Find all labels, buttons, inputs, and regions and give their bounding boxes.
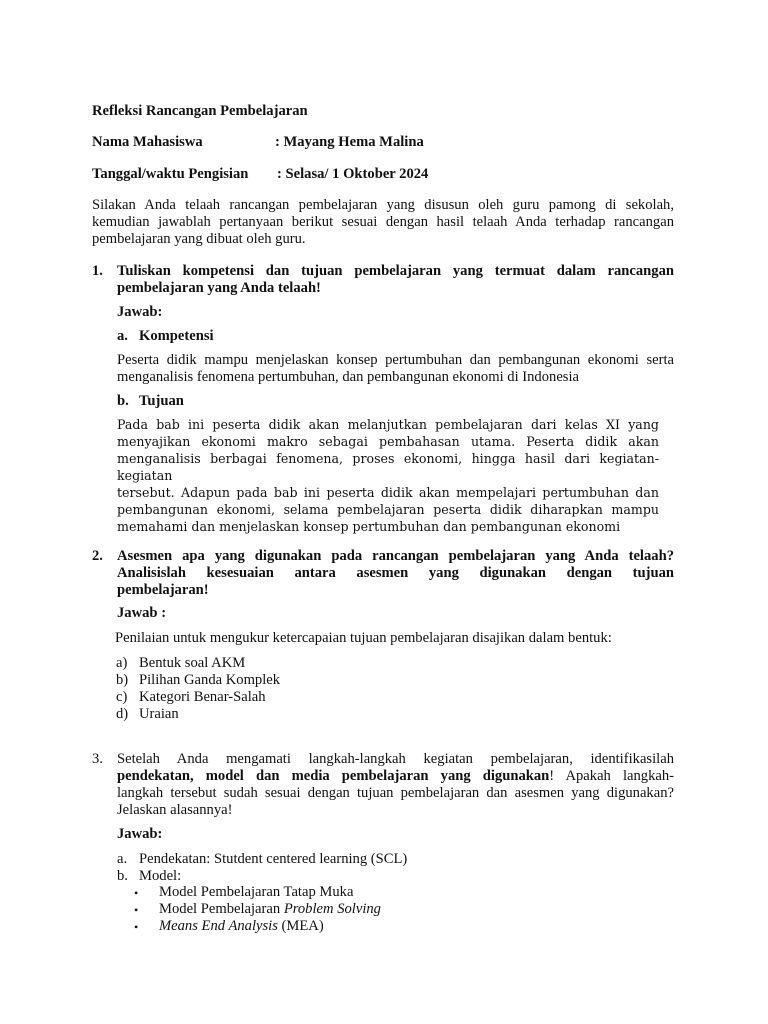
q2-item-text: Bentuk soal AKM	[139, 655, 246, 671]
q1-b-line: menyajikan ekonomi makro sebagai pembahasan utama. Peserta didik akan	[117, 434, 659, 449]
intro-paragraph	[92, 197, 674, 248]
intro-line: Silakan Anda telaah rancangan pembelajaran yang disusun oleh guru pamong di sekolah,	[92, 197, 674, 213]
q3-b-text: Model:	[139, 868, 182, 884]
q1-a-line: Peserta didik mampu menjelaskan konsep pertumbuhan dan pembangunan ekonomi serta	[117, 352, 674, 368]
date-value: : Selasa/ 1 Oktober 2024	[277, 166, 429, 182]
q1-b-title: Tujuan	[139, 393, 184, 409]
q3-bullet2-plain: Model Pembelajaran	[159, 901, 284, 917]
q3-bullet3-plain: (MEA)	[277, 918, 324, 934]
q1-b-line: memahami dan menjelaskan konsep pertumbuhan dan pembangunan ekonomi	[117, 519, 621, 534]
q3-b-label: b.	[117, 868, 128, 884]
name-value: : Mayang Hema Malina	[275, 134, 424, 150]
q3-bullet-text	[159, 901, 381, 918]
q2-question-line: Asesmen apa yang digunakan pada rancangan pembelajaran yang Anda telaah?	[117, 548, 674, 564]
name-label: Nama Mahasiswa	[92, 134, 203, 150]
q2-answer-text: Penilaian untuk mengukur ketercapaian tujuan pembelajaran disajikan dalam bentuk:	[115, 630, 612, 646]
q3-bullet2-italic: Problem Solving	[283, 901, 381, 917]
q1-a-label: a.	[117, 328, 128, 344]
q2-question-line: Analisislah kesesuaian antara asesmen yang digunakan dengan tujuan	[117, 565, 674, 581]
date-label: Tanggal/waktu Pengisian	[92, 166, 249, 182]
q1-b-line: menganalisis berbagai fenomena, proses ekonomi, hingga hasil dari kegiatan-kegiatan	[117, 451, 659, 483]
q3-question-line: langkah tersebut sudah sesuai dengan tujuan pembelajaran dan asesmen yang digunakan?	[117, 785, 674, 801]
q3-question-line: Jelaskan alasannya!	[117, 802, 233, 818]
q2-answer-label: Jawab :	[117, 605, 167, 621]
intro-line: kemudian jawablah pertanyaan berikut sesuai dengan hasil telaah Anda terhadap rancangan	[92, 214, 674, 230]
q1-a-title: Kompetensi	[139, 328, 214, 344]
q2-item-label: a)	[116, 655, 128, 671]
q3-bullet-text	[159, 918, 324, 935]
bullet-icon: •	[134, 903, 139, 917]
intro-line: pembelajaran yang dibuat oleh guru.	[92, 231, 306, 247]
q1-answer-label: Jawab:	[117, 304, 163, 320]
q3-bullet-text: Model Pembelajaran Tatap Muka	[159, 884, 354, 900]
q2-question	[117, 548, 674, 599]
q3-answer-label: Jawab:	[117, 826, 163, 842]
bullet-icon: •	[134, 886, 139, 900]
q1-number: 1.	[92, 263, 103, 279]
q2-item-text: Pilihan Ganda Komplek	[139, 672, 281, 688]
q3-a-label: a.	[117, 851, 128, 867]
q1-a-line: menganalisis fenomena pertumbuhan, dan pembangunan ekonomi di Indonesia	[117, 369, 580, 385]
q2-item-label: d)	[116, 706, 129, 722]
q3-question-line: Setelah Anda mengamati langkah-langkah kegiatan pembelajaran, identifikasilah	[117, 751, 674, 767]
q3-number: 3.	[92, 751, 103, 767]
q3-question-line	[117, 768, 674, 785]
q1-b-line: pembangunan ekonomi, selama pembelajaran peserta didik diharapkan mampu	[117, 502, 659, 517]
q3-a-text: Pendekatan: Stutdent centered learning (SCL)	[139, 851, 408, 867]
q2-number: 2.	[92, 548, 103, 564]
q3-emphasis: pendekatan, model dan media pembelajaran yang digunakan	[117, 768, 550, 784]
q1-b-label: b.	[117, 393, 129, 409]
bullet-icon: •	[134, 920, 139, 934]
document-title: Refleksi Rancangan Pembelajaran	[92, 103, 308, 119]
q1-question	[117, 263, 674, 297]
q2-item-text: Uraian	[139, 706, 179, 722]
q2-item-label: b)	[116, 672, 129, 688]
q2-item-label: c)	[116, 689, 128, 705]
q1-b-text	[117, 416, 659, 535]
q2-item-text: Kategori Benar-Salah	[139, 689, 266, 705]
q2-question-line: pembelajaran!	[117, 582, 209, 598]
q1-a-text	[117, 352, 674, 386]
q1-question-line: pembelajaran yang Anda telaah!	[117, 280, 321, 296]
q3-bullet3-italic: Means End Analysis	[159, 918, 278, 934]
q1-question-line: Tuliskan kompetensi dan tujuan pembelajaran yang termuat dalam rancangan	[117, 263, 674, 279]
q3-line2-rest: ! Apakah langkah-	[549, 768, 675, 784]
q3-question	[117, 751, 674, 819]
q1-b-line: tersebut. Adapun pada bab ini peserta didik akan mempelajari pertumbuhan dan	[117, 485, 659, 500]
q1-b-line: Pada bab ini peserta didik akan melanjutkan pembelajaran dari kelas XI yang	[117, 417, 659, 432]
